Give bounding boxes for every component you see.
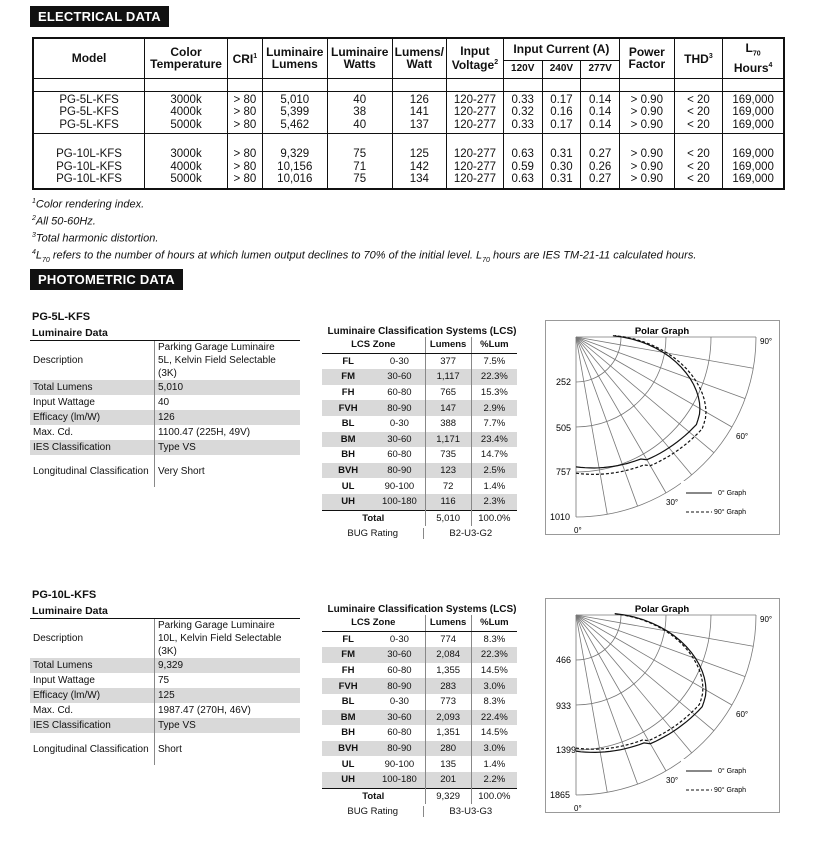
polar-legend-label: 0° Graph — [718, 490, 747, 497]
col-l70-hours: $L_{70}$ Hours$^4$ — [723, 38, 784, 78]
luminaire-data-title: Luminaire Data — [32, 605, 108, 617]
polar-tick-label: 933 — [556, 701, 572, 711]
col-luminaire-watts: Luminaire Watts — [327, 38, 392, 78]
lcs-table: Luminaire Classification Systems (LCS) LCS Zone Lumens %Lum FL 0-30 774 8.3% FM 30-60 2,084 22.3% FH 60-80 1,355 14.5% FVH 80-90 283 3.0% BL 0-30 773 8.3% BM 30-60 2,093 22.4% BH 60-80 1,351 14.5% BVH 80-90 280 3.0% UL 90-100 135 1.4% UH 100-180 201 2.2% Total 9,329 100.0% BUG Rating B3-U3-G3 — [322, 604, 522, 817]
footnote-2: $^2$All 50-60Hz. — [32, 215, 96, 228]
footnote-4: $^4L_{70}$ refers to the number of hours at which lumen output declines to 70% of the initial level. $L_{70}$ hours are IES TM-21-11 calculated hours. — [32, 249, 697, 265]
polar-legend-label: 0° Graph — [718, 768, 747, 775]
electrical-data-title: ELECTRICAL DATA — [30, 6, 169, 27]
polar-angle-label: 60° — [736, 432, 749, 441]
photometric-data-title: PHOTOMETRIC DATA — [30, 269, 183, 290]
col-thd: THD$^3$ — [674, 38, 723, 78]
table-row: PG-10L-KFS PG-10L-KFS PG-10L-KFS 3000k 4000k 5000k > 80 > 80 > 80 9,329 10,156 10,016 75 71 75 125 142 134 120-277 120-277 120-277 0.63 0.59 0.63 0.31 0.30 0.31 0.27 0.26 0.27 > 0.90 > 0.90 > 0.90 < 20 < 20 < 20 169,000 169,000 169,000 — [33, 134, 784, 189]
col-model: Model — [33, 38, 145, 78]
product-name: PG-10L-KFS — [32, 589, 97, 601]
polar-angle-label: 90° — [760, 615, 773, 624]
col-power-factor: Power Factor — [620, 38, 675, 78]
polar-angle-label: 30° — [666, 498, 679, 507]
polar-tick-label: 252 — [556, 377, 572, 387]
luminaire-data-table: Description Parking Garage Luminaire 10L, Kelvin Field Selectable (3K) Total Lumens 9,329 Input Wattage 75 Efficacy (lm/W) 125 Max. Cd. 1987.47 (270H, 46V) IES Classification Type VS Longitudinal Classification Short — [30, 619, 300, 765]
col-240v: 240V — [542, 60, 581, 78]
polar-tick-label: 505 — [556, 423, 572, 433]
polar-graph — [545, 320, 780, 535]
luminaire-data-table: Description Parking Garage Luminaire 5L, Kelvin Field Selectable (3K) Total Lumens 5,010 Input Wattage 40 Efficacy (lm/W) 126 Max. Cd. 1100.47 (225H, 49V) IES Classification Type VS Longitudinal Classification Very Short — [30, 341, 300, 487]
footnotes — [32, 195, 696, 268]
polar-angle-label: 30° — [666, 776, 679, 785]
col-lumens-per-watt: Lumens/ Watt — [392, 38, 446, 78]
footnote-3: $^3$Total harmonic distortion. — [32, 232, 159, 245]
polar-tick-label: 466 — [556, 655, 572, 665]
lcs-table: Luminaire Classification Systems (LCS) LCS Zone Lumens %Lum FL 0-30 377 7.5% FM 30-60 1,117 22.3% FH 60-80 765 15.3% FVH 80-90 147 2.9% BL 0-30 388 7.7% BM 30-60 1,171 23.4% BH 60-80 735 14.7% BVH 80-90 123 2.5% UL 90-100 72 1.4% UH 100-180 116 2.3% Total 5,010 100.0% BUG Rating B2-U3-G2 — [322, 326, 522, 539]
polar-tick-label: 1010 — [550, 512, 571, 522]
footnote-1: $^1$Color rendering index. — [32, 198, 145, 211]
product-name: PG-5L-KFS — [32, 311, 91, 323]
col-120v: 120V — [503, 60, 542, 78]
polar-angle-label: 60° — [736, 710, 749, 719]
polar-angle-label: 90° — [760, 337, 773, 346]
electrical-data-table — [32, 37, 785, 190]
col-input-voltage: Input Voltage$^2$ — [447, 38, 504, 78]
polar-graph-svg — [546, 599, 779, 812]
polar-angle-label: 0° — [574, 804, 582, 812]
polar-tick-label: 1865 — [550, 790, 571, 800]
col-luminaire-lumens: Luminaire Lumens — [262, 38, 327, 78]
col-color-temp: Color Temperature — [145, 38, 228, 78]
polar-title: Polar Graph — [634, 326, 690, 337]
polar-graph — [545, 598, 780, 813]
col-input-current: Input Current (A) — [503, 38, 619, 60]
polar-tick-label: 1399 — [556, 745, 577, 755]
col-cri: CRI$^1$ — [227, 38, 262, 78]
polar-title: Polar Graph — [634, 604, 690, 615]
polar-legend-label: 90° Graph — [714, 787, 746, 794]
polar-graph-svg — [546, 321, 779, 534]
polar-tick-label: 757 — [556, 467, 572, 477]
polar-legend-label: 90° Graph — [714, 509, 746, 516]
luminaire-data-title: Luminaire Data — [32, 327, 108, 339]
polar-angle-label: 0° — [574, 526, 582, 534]
col-277v: 277V — [581, 60, 620, 78]
table-row: PG-5L-KFS PG-5L-KFS PG-5L-KFS 3000k 4000k 5000k > 80 > 80 > 80 5,010 5,399 5,462 40 38 40 126 141 137 120-277 120-277 120-277 0.33 0.32 0.33 0.17 0.16 0.17 0.14 0.14 0.14 > 0.90 > 0.90 > 0.90 < 20 < 20 < 20 169,000 169,000 169,000 — [33, 91, 784, 134]
